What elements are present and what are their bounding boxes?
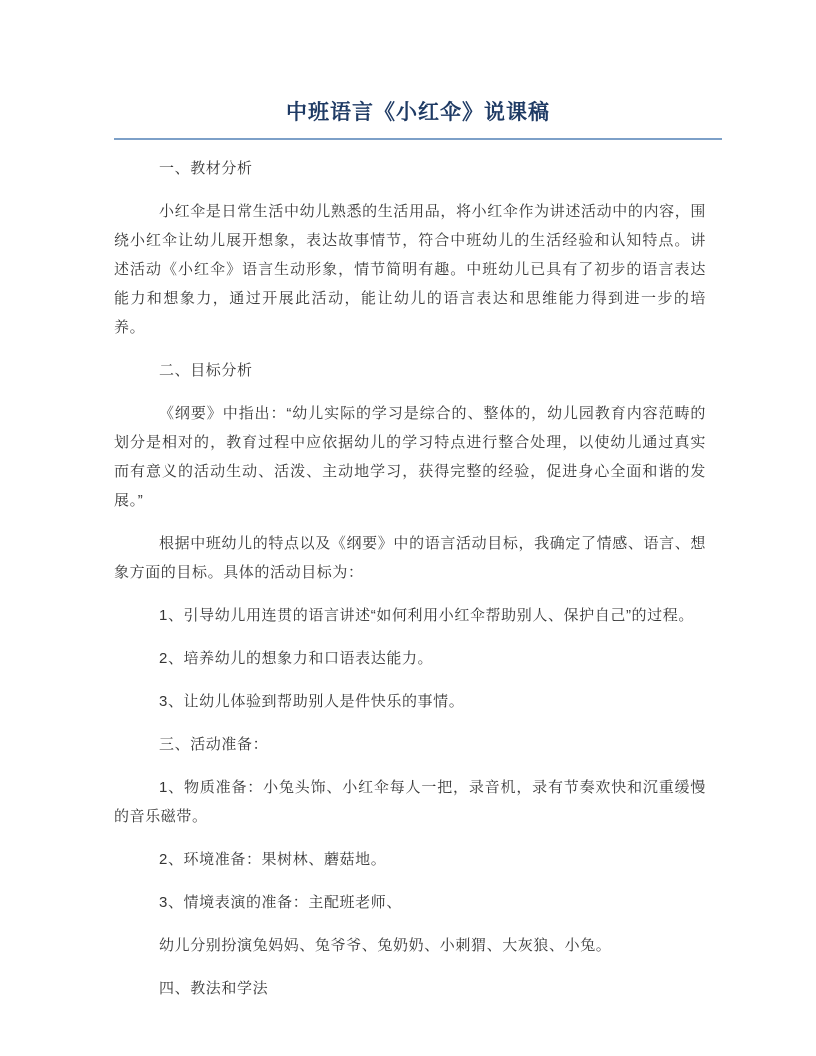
paragraph: 3、让幼儿体验到帮助别人是件快乐的事情。 [159,693,465,710]
paragraph: 三、活动准备： [159,736,269,753]
paragraph: 3、情境表演的准备：主配班老师、 [159,894,402,911]
paragraph: 幼儿分别扮演兔妈妈、兔爷爷、兔奶奶、小刺猬、大灰狼、小兔。 [159,937,612,954]
paragraph: 根据中班幼儿的特点以及《纲要》中的语言活动目标，我确定了情感、语言、想象方面的目标。具体的活动目标为： [114,535,706,581]
paragraph: 1、物质准备：小兔头饰、小红伞每人一把，录音机，录有节奏欢快和沉重缓慢的音乐磁带。 [114,779,706,825]
paragraph: 小红伞是日常生活中幼儿熟悉的生活用品，将小红伞作为讲述活动中的内容，围绕小红伞让幼儿展开想象，表达故事情节，符合中班幼儿的生活经验和认知特点。讲述活动《小红伞》语言生动形象，情节简明有趣。中班幼儿已具有了初步的语言表达能力和想象力，通过开展此活动，能让幼儿的语言表达和思维能力得到进一步的培养。 [114,203,706,336]
document-body [114,154,706,1003]
paragraph: 2、环境准备：果树林、蘑菇地。 [159,851,387,868]
paragraph: 四、教法和学法 [159,980,269,997]
paragraph: 二、目标分析 [159,362,253,379]
paragraph: 《纲要》中指出：“幼儿实际的学习是综合的、整体的，幼儿园教育内容范畴的划分是相对的，教育过程中应依据幼儿的学习特点进行整合处理，以使幼儿通过真实而有意义的活动生动、活泼、主动地学习，获得完整的经验，促进身心全面和谐的发展。” [114,405,706,509]
paragraph: 1、引导幼儿用连贯的语言讲述“如何利用小红伞帮助别人、保护自己”的过程。 [159,607,694,624]
paragraph: 2、培养幼儿的想象力和口语表达能力。 [159,650,434,667]
paragraph: 一、教材分析 [159,160,253,177]
page-title: 中班语言《小红伞》说课稿 [286,101,550,124]
document-header [114,0,722,140]
